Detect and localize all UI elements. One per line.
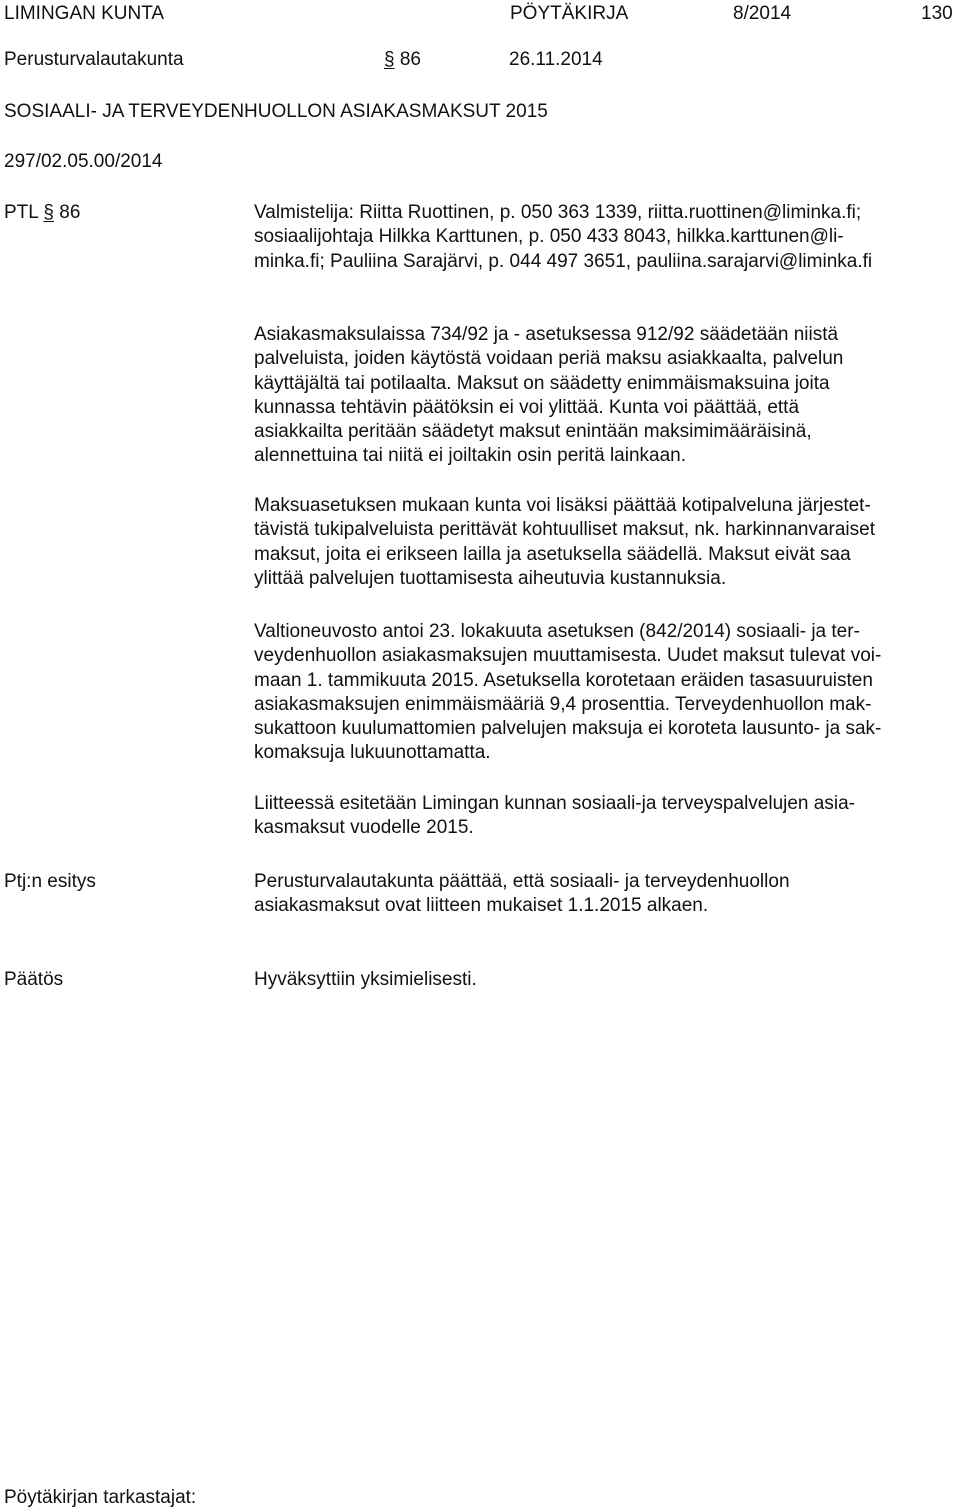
paragraph-line: Valtioneuvosto antoi 23. lokakuuta asetuksen (842/2014) sosiaali- ja ter- <box>254 621 860 642</box>
item-title: SOSIAALI- JA TERVEYDENHUOLLON ASIAKASMAKSUT 2015 <box>4 101 548 122</box>
preparer-line: minka.fi; Pauliina Sarajärvi, p. 044 497 3651, pauliina.sarajarvi@liminka.fi <box>254 250 873 272</box>
paragraph-government-decree <box>254 620 954 766</box>
paragraph-legal-basis <box>254 323 954 469</box>
paragraph-line: Maksuasetuksen mukaan kunta voi lisäksi päättää kotipalveluna järjestet- <box>254 495 871 516</box>
preparer-line: sosiaalijohtaja Hilkka Karttunen, p. 050 433 8043, hilkka.karttunen@li- <box>254 226 844 248</box>
document-number: 8/2014 <box>733 3 792 24</box>
proposal-line: Perusturvalautakunta päättää, että sosiaali- ja terveydenhuollon <box>254 871 790 892</box>
preparer-line: Valmistelija: Riitta Ruottinen, p. 050 363 1339, riitta.ruottinen@liminka.fi; <box>254 202 862 223</box>
decision-text <box>254 968 954 992</box>
paragraph-line: alennettuina tai niitä ei joiltakin osin peritä lainkaan. <box>254 445 686 467</box>
paragraph-line: komaksuja lukuunottamatta. <box>254 742 491 764</box>
decision-label: Päätös <box>4 969 64 990</box>
paragraph-line: käyttäjältä tai potilaalta. Maksut on säädetty enimmäismaksuina joita <box>254 372 830 394</box>
proposal-label: Ptj:n esitys <box>4 871 96 892</box>
proposal-text <box>254 870 954 919</box>
paragraph-line: maan 1. tammikuuta 2015. Asetuksella korotetaan eräiden tasasuuruisten <box>254 669 873 691</box>
ptl-section-mark: § <box>43 202 54 223</box>
section-mark: § <box>384 49 395 70</box>
page-number: 130 <box>921 3 953 24</box>
paragraph-line: Asiakasmaksulaissa 734/92 ja - asetuksessa 912/92 säädetään niistä <box>254 324 839 345</box>
board-name: Perusturvalautakunta <box>4 49 184 70</box>
paragraph-line: sukattoon kuulumattomien palvelujen maksuja ei koroteta lausunto- ja sak- <box>254 718 882 740</box>
preparer-info <box>254 201 954 274</box>
paragraph-line: asiakasmaksujen enimmäismääriä 9,4 prosenttia. Terveydenhuollon mak- <box>254 693 872 715</box>
paragraph-line: ylittää palvelujen tuottamisesta aiheutuvia kustannuksia. <box>254 567 727 589</box>
paragraph-line: veydenhuollon asiakasmaksujen muuttamisesta. Uudet maksut tulevat voi- <box>254 645 882 667</box>
paragraph-line: maksut, joita ei erikseen lailla ja asetuksella säädellä. Maksut eivät saa <box>254 543 851 565</box>
paragraph-line: Liitteessä esitetään Limingan kunnan sosiaali-ja terveyspalvelujen asia- <box>254 793 855 814</box>
municipality-name: LIMINGAN KUNTA <box>4 3 165 24</box>
meeting-date: 26.11.2014 <box>509 49 603 70</box>
paragraph-line: kunnassa tehtävin päätöksin ei voi ylittää. Kunta voi päättää, että <box>254 396 800 418</box>
paragraph-line: kasmaksut vuodelle 2015. <box>254 817 474 839</box>
document-type: PÖYTÄKIRJA <box>510 3 629 24</box>
ptl-number: 86 <box>59 202 81 223</box>
section-number: 86 <box>399 49 421 70</box>
paragraph-line: asiakkailta peritään säädetyt maksut enintään maksimimääräisinä, <box>254 421 812 443</box>
paragraph-line: tävistä tukipalveluista perittävät kohtuulliset maksut, nk. harkinnanvaraiset <box>254 519 875 541</box>
section-reference <box>384 48 421 72</box>
paragraph-attachment <box>254 792 954 841</box>
item-reference: 297/02.05.00/2014 <box>4 151 163 172</box>
paragraph-line: palveluista, joiden käytöstä voidaan periä maksu asiakkaalta, palvelun <box>254 348 844 370</box>
reviewers-label: Pöytäkirjan tarkastajat: <box>4 1487 197 1508</box>
ptl-label: PTL <box>4 202 39 223</box>
ptl-section-label <box>4 201 80 225</box>
decision-line: Hyväksyttiin yksimielisesti. <box>254 969 477 990</box>
proposal-line: asiakasmaksut ovat liitteen mukaiset 1.1.2015 alkaen. <box>254 895 709 917</box>
paragraph-support-services <box>254 494 954 591</box>
